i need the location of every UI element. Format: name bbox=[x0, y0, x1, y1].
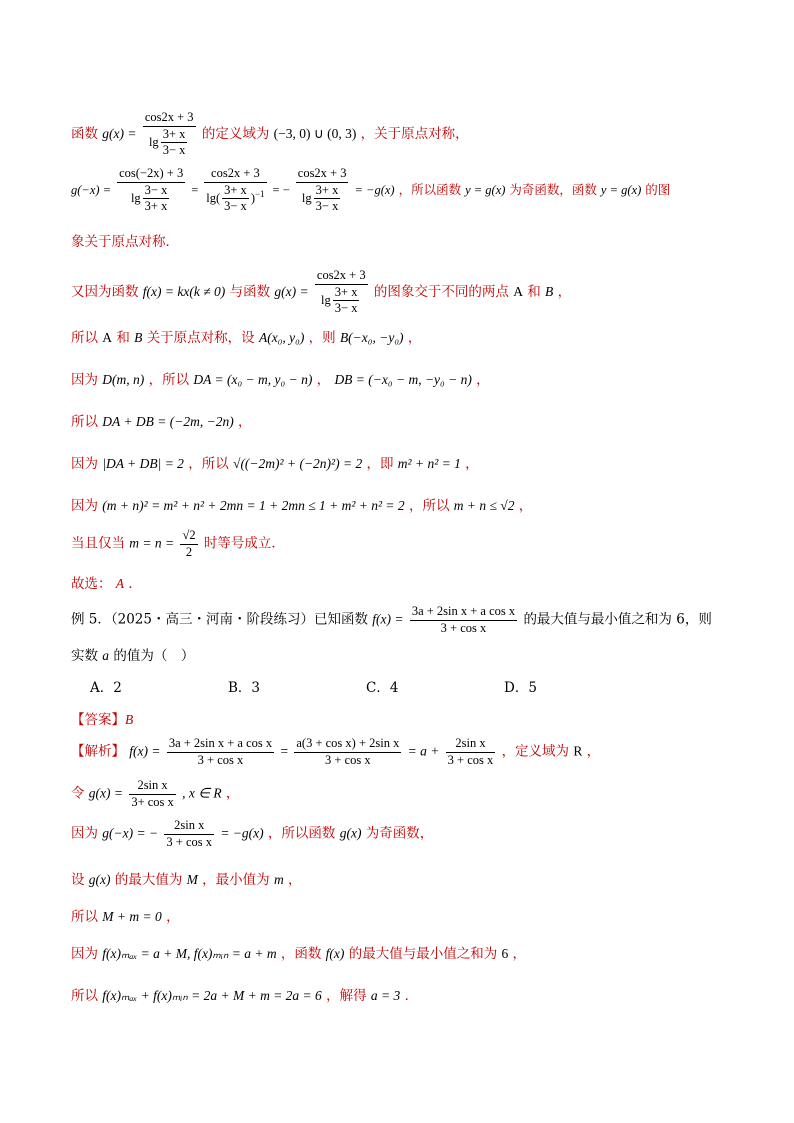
text-line-9 bbox=[71, 494, 734, 514]
variable: a bbox=[102, 648, 110, 663]
text: 因为 bbox=[71, 372, 98, 388]
text-line-17 bbox=[71, 818, 734, 850]
formula: f(x) = bbox=[372, 611, 404, 627]
text: 因为 bbox=[71, 946, 98, 962]
formula: f(x) bbox=[325, 946, 345, 961]
text-line-3 bbox=[71, 230, 734, 250]
formula: g(x) = bbox=[88, 785, 124, 801]
equals: = − bbox=[272, 182, 290, 197]
numerator: 3+ x bbox=[161, 127, 188, 144]
text: 所以 bbox=[71, 988, 98, 1004]
text: ． bbox=[128, 576, 142, 592]
text: 的图 bbox=[645, 181, 671, 197]
answer-letter: B bbox=[125, 712, 134, 727]
text: 的最大值为 bbox=[114, 872, 183, 888]
text: ，所以 bbox=[408, 498, 450, 514]
text: 设 bbox=[71, 872, 85, 888]
text: ，所以 bbox=[148, 372, 190, 388]
text: ， bbox=[465, 456, 479, 472]
lg: lg bbox=[130, 190, 141, 205]
numerator: √2 bbox=[180, 528, 197, 545]
formula: f(x) = bbox=[129, 743, 161, 759]
exponent: −1 bbox=[254, 188, 265, 199]
denominator: 3+ x bbox=[144, 199, 168, 214]
text: 故选： bbox=[71, 576, 112, 592]
text: 的最大值与最小值之和为 bbox=[348, 946, 498, 962]
text: ， bbox=[518, 498, 533, 514]
denominator: 2 bbox=[185, 544, 193, 559]
text: 关于原点对称，设 bbox=[146, 330, 255, 346]
numerator: cos2x + 3 bbox=[204, 166, 266, 183]
text: ， bbox=[407, 330, 422, 346]
text: ，函数 bbox=[280, 946, 322, 962]
option-b: B．3 bbox=[228, 680, 261, 696]
text: 和 bbox=[527, 283, 541, 300]
formula: D(m, n) bbox=[102, 372, 145, 387]
text-line-6 bbox=[71, 368, 734, 388]
denominator bbox=[143, 127, 196, 159]
formula: (m + n)² = m² + n² + 2mn = 1 + 2mn ≤ 1 + m² + n² = 2 bbox=[102, 498, 405, 513]
formula: g(−x) = bbox=[71, 182, 112, 197]
text-line-1 bbox=[71, 110, 734, 159]
formula: DB = (−x₀ − m, −y₀ − n) bbox=[334, 372, 472, 387]
text-line-19 bbox=[71, 905, 734, 925]
denominator: 3 + cos x bbox=[325, 752, 371, 767]
answer-label: 【答案】 bbox=[71, 712, 125, 728]
text-line-21 bbox=[71, 984, 734, 1004]
formula: g(−x) = − bbox=[102, 825, 159, 841]
numerator: a(3 + cos x) + 2sin x bbox=[294, 736, 401, 753]
denominator: 3− x bbox=[162, 143, 186, 158]
denominator: 3+ cos x bbox=[131, 794, 174, 809]
text: 因为 bbox=[71, 825, 98, 842]
formula: g(x) bbox=[339, 825, 362, 841]
point-label: A bbox=[513, 283, 523, 299]
text: ， bbox=[586, 743, 601, 760]
numerator: 2sin x bbox=[446, 736, 496, 753]
text: ， bbox=[476, 372, 490, 388]
fraction bbox=[180, 528, 197, 560]
option-c: C．4 bbox=[366, 680, 399, 696]
answer-letter: A bbox=[115, 576, 125, 591]
formula: g(x) = bbox=[274, 283, 309, 299]
fraction bbox=[129, 778, 175, 810]
text: ， bbox=[225, 785, 240, 802]
text: 所以 bbox=[71, 330, 98, 346]
denominator: 3− x bbox=[224, 199, 247, 214]
text: ， bbox=[166, 909, 180, 925]
fraction bbox=[315, 268, 368, 317]
point-label: B bbox=[134, 330, 143, 345]
equals: = bbox=[191, 182, 199, 197]
numerator: 2sin x bbox=[129, 778, 175, 795]
text: 为奇函数，函数 bbox=[509, 181, 597, 197]
fraction bbox=[143, 110, 196, 159]
option-d: D．5 bbox=[504, 680, 537, 696]
denominator: 3 + cos x bbox=[447, 752, 494, 767]
denominator bbox=[296, 183, 349, 215]
text: 因为 bbox=[71, 456, 98, 472]
numerator: 2sin x bbox=[164, 818, 214, 835]
text: ，即 bbox=[366, 456, 394, 472]
formula: |DA + DB| = 2 bbox=[102, 456, 184, 471]
text-line-8 bbox=[71, 452, 734, 472]
text: ， bbox=[557, 283, 572, 300]
fraction bbox=[296, 166, 349, 215]
text: ，所以函数 bbox=[267, 825, 336, 842]
variable: m bbox=[273, 872, 284, 887]
text: 为奇函数， bbox=[365, 825, 434, 842]
formula: f(x)ₘₐₓ = a + M, f(x)ₘᵢₙ = a + m bbox=[102, 946, 277, 961]
formula: = −g(x) bbox=[220, 825, 264, 841]
denominator: 3− x bbox=[315, 199, 339, 214]
formula: R bbox=[573, 743, 583, 759]
number: 6 bbox=[501, 946, 509, 961]
text: ， bbox=[316, 372, 331, 388]
fraction bbox=[204, 166, 266, 215]
lg: lg( bbox=[206, 190, 221, 205]
variable: M bbox=[186, 872, 198, 887]
text: ，所以 bbox=[188, 456, 229, 472]
fraction bbox=[164, 818, 214, 850]
formula: y = g(x) bbox=[465, 182, 506, 197]
formula: f(x) = kx(k ≠ 0) bbox=[142, 283, 226, 299]
formula: DA + DB = (−2m, −2n) bbox=[102, 414, 234, 429]
text: ． bbox=[404, 988, 419, 1004]
text-line-5 bbox=[71, 326, 734, 346]
lg: lg bbox=[301, 190, 312, 205]
numerator: cos2x + 3 bbox=[296, 166, 349, 183]
text-line-15 bbox=[71, 736, 734, 768]
text-line-2 bbox=[71, 166, 734, 215]
numerator: 3− x bbox=[143, 183, 170, 200]
text: ，定义域为 bbox=[501, 743, 570, 760]
formula: √((−2m)² + (−2n)²) = 2 bbox=[233, 456, 363, 471]
numerator: cos2x + 3 bbox=[143, 110, 196, 127]
point-label: B bbox=[545, 283, 554, 299]
formula: y = g(x) bbox=[600, 182, 642, 197]
formula: , x ∈ R bbox=[182, 785, 222, 801]
text: ，所以函数 bbox=[398, 181, 462, 197]
formula: DA = (x₀ − m, y₀ − n) bbox=[193, 372, 313, 387]
text-line-16 bbox=[71, 778, 734, 810]
fraction bbox=[410, 604, 517, 636]
text: 的图象交于不同的两点 bbox=[373, 283, 509, 300]
formula: = a + bbox=[407, 743, 440, 759]
text: 和 bbox=[116, 330, 130, 346]
numerator: 3a + 2sin x + a cos x bbox=[410, 604, 517, 621]
denominator bbox=[117, 183, 185, 215]
text: 的定义域为 bbox=[201, 125, 270, 142]
formula: M + m = 0 bbox=[102, 909, 162, 924]
text: 时等号成立． bbox=[203, 535, 285, 552]
text-line-7 bbox=[71, 410, 734, 430]
text: 当且仅当 bbox=[71, 535, 125, 552]
lg: lg bbox=[321, 292, 331, 307]
text: 实数 bbox=[71, 648, 98, 664]
answer-options bbox=[90, 676, 734, 696]
numerator: 3+ x bbox=[333, 285, 360, 302]
equals: = bbox=[280, 743, 289, 759]
text: 的值为（ ） bbox=[113, 648, 195, 664]
denominator: 3 + cos x bbox=[440, 620, 487, 635]
text: 的最大值与最小值之和为 6，则 bbox=[523, 611, 712, 628]
text: 象关于原点对称． bbox=[71, 234, 179, 250]
text: 所以 bbox=[71, 909, 98, 925]
formula: (−3, 0) ∪ (0, 3) bbox=[273, 125, 357, 141]
formula: f(x)ₘₐₓ + f(x)ₘᵢₙ = 2a + M + m = 2a = 6 bbox=[102, 988, 322, 1003]
fraction bbox=[446, 736, 496, 768]
text-line-10 bbox=[71, 528, 734, 560]
text: 又因为函数 bbox=[71, 283, 139, 300]
text-line-11 bbox=[71, 572, 734, 592]
text-line-18 bbox=[71, 868, 734, 888]
text: ， bbox=[512, 946, 527, 962]
numerator: 3+ x bbox=[314, 183, 341, 200]
fraction bbox=[117, 166, 185, 215]
point-label: A bbox=[102, 330, 113, 345]
fraction bbox=[167, 736, 274, 768]
analysis-label: 【解析】 bbox=[71, 743, 125, 760]
formula: m = n = bbox=[129, 535, 175, 551]
denominator: 3 + cos x bbox=[166, 834, 213, 849]
text-line-20 bbox=[71, 942, 734, 962]
text: ，解得 bbox=[326, 988, 367, 1004]
formula: a = 3 bbox=[370, 988, 401, 1003]
formula: m² + n² = 1 bbox=[397, 456, 461, 471]
answer-line bbox=[71, 708, 734, 728]
text: ， bbox=[238, 414, 252, 430]
text-line-13 bbox=[71, 644, 734, 664]
numerator: 3+ x bbox=[222, 183, 249, 200]
numerator: cos2x + 3 bbox=[315, 268, 368, 285]
text: ， bbox=[288, 872, 302, 888]
formula: g(x) = bbox=[102, 125, 137, 141]
text: ，则 bbox=[308, 330, 336, 346]
text: 因为 bbox=[71, 498, 98, 514]
formula: g(x) bbox=[88, 872, 111, 887]
numerator: cos(−2x) + 3 bbox=[117, 166, 185, 183]
denominator: 3− x bbox=[334, 301, 358, 316]
denominator bbox=[204, 183, 266, 215]
denominator bbox=[315, 285, 368, 317]
formula: m + n ≤ √2 bbox=[453, 498, 515, 513]
option-a: A．2 bbox=[90, 680, 122, 696]
formula: = −g(x) bbox=[354, 182, 395, 197]
fraction bbox=[294, 736, 401, 768]
example-heading: 例 5．（2025・高三・河南・阶段练习）已知函数 bbox=[71, 611, 368, 628]
text-line-12 bbox=[71, 604, 734, 636]
text-line-4 bbox=[71, 268, 734, 317]
numerator: 3a + 2sin x + a cos x bbox=[167, 736, 274, 753]
text: 函数 bbox=[71, 125, 98, 142]
text: 令 bbox=[71, 785, 85, 802]
formula: B(−x₀, −y₀) bbox=[339, 330, 404, 345]
formula: A(x₀, y₀) bbox=[258, 330, 305, 345]
text: 与函数 bbox=[229, 283, 271, 300]
lg: lg bbox=[148, 134, 159, 149]
text: ，关于原点对称， bbox=[360, 125, 469, 142]
denominator: 3 + cos x bbox=[197, 752, 244, 767]
text: ，最小值为 bbox=[202, 872, 270, 888]
text: 所以 bbox=[71, 414, 98, 430]
paren: ) bbox=[250, 190, 255, 205]
